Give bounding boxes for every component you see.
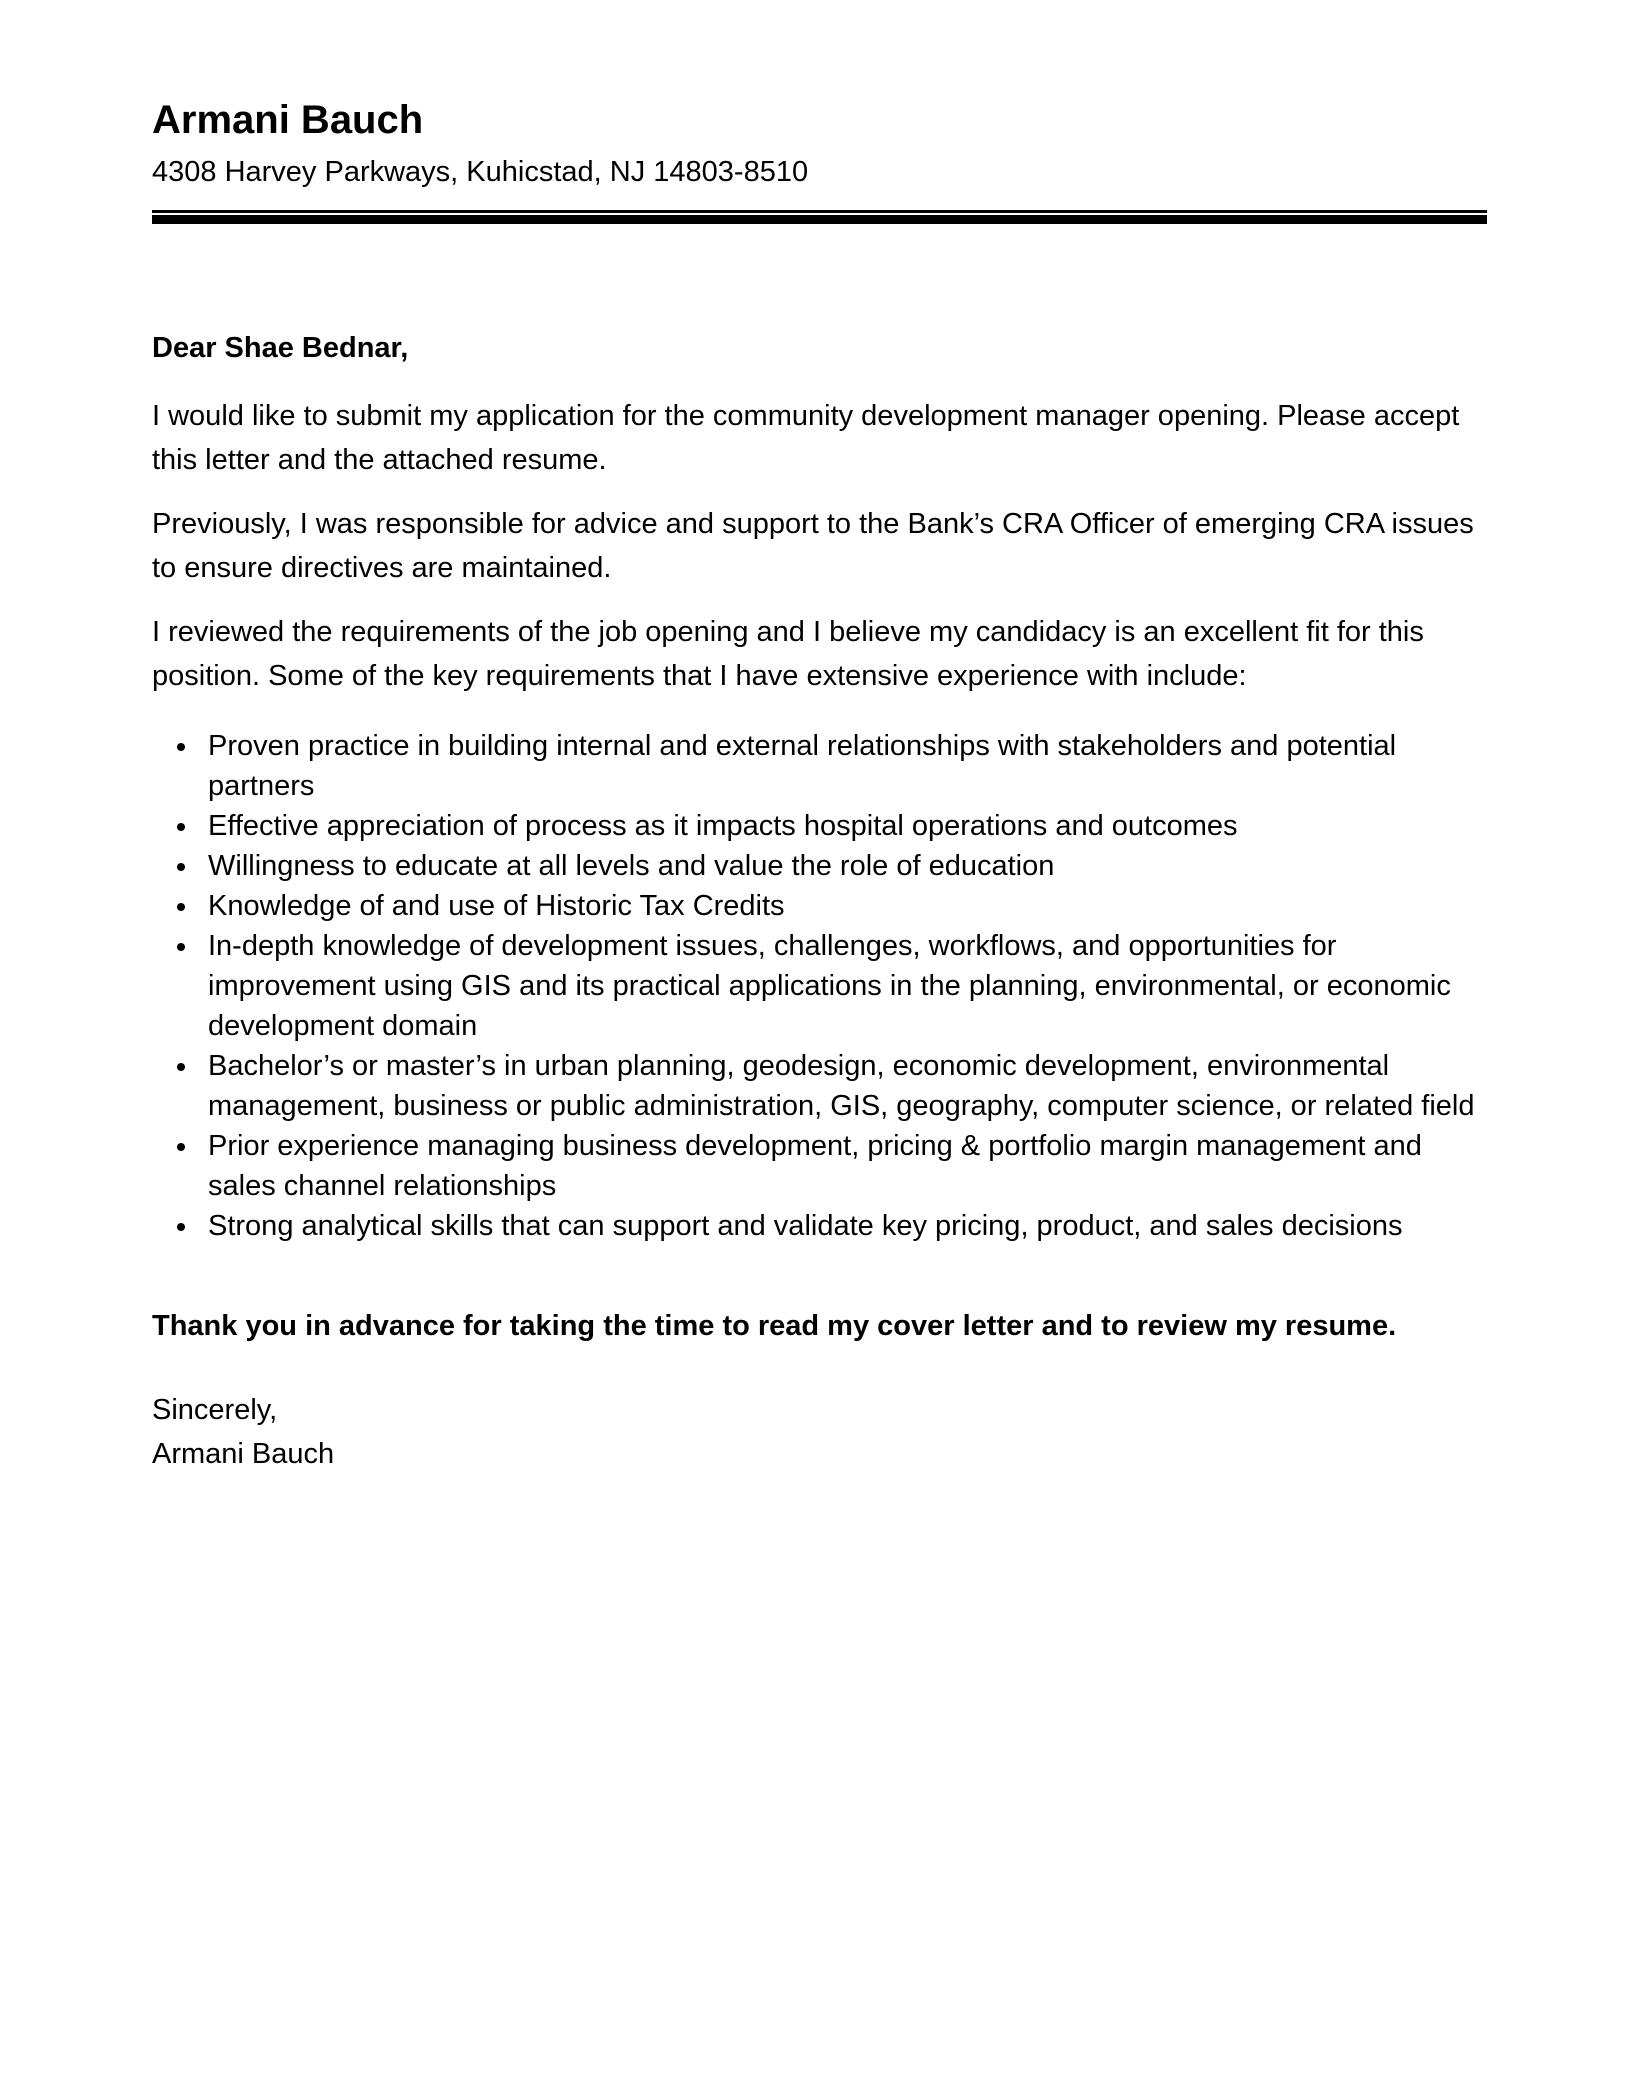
list-item: • Strong analytical skills that can support and validate key pricing, product, and sales decisions [200, 1206, 1487, 1246]
sign-off: Sincerely, [152, 1393, 278, 1426]
paragraph-previous-role: Previously, I was responsible for advice and support to the Bank’s CRA Officer of emerging CRA issues to ensure directives are maintained. [152, 507, 1474, 584]
list-item: • In-depth knowledge of development issues, challenges, workflows, and opportunities for improvement using GIS and its practical applications in the planning, environmental, or economic development domain [200, 926, 1487, 1046]
sender-address: 4308 Harvey Parkways, Kuhicstad, NJ 14803-8510 [152, 156, 809, 188]
requirements-list [152, 726, 1487, 1246]
signature-block [152, 1388, 1487, 1476]
signature-name: Armani Bauch [152, 1437, 335, 1470]
list-item: • Prior experience managing business development, pricing & portfolio margin management and sales channel relationships [200, 1126, 1487, 1206]
paragraph-intro: I would like to submit my application for the community development manager opening. Please accept this letter and the attached resume. [152, 399, 1460, 476]
sender-name: Armani Bauch [152, 98, 424, 142]
list-item: • Proven practice in building internal and external relationships with stakeholders and potential partners [200, 726, 1487, 806]
list-item: • Bachelor’s or master’s in urban planning, geodesign, economic development, environmental management, business or public administration, GIS, geography, computer science, or related field [200, 1046, 1487, 1126]
closing-statement: Thank you in advance for taking the time to read my cover letter and to review my resume. [152, 1309, 1397, 1342]
list-item: • Effective appreciation of process as it impacts hospital operations and outcomes [200, 806, 1487, 846]
header-divider-rule [152, 210, 1487, 224]
letter-body [152, 326, 1487, 1476]
list-item: • Knowledge of and use of Historic Tax Credits [200, 886, 1487, 926]
list-item: • Willingness to educate at all levels and value the role of education [200, 846, 1487, 886]
paragraph-requirements-lead: I reviewed the requirements of the job opening and I believe my candidacy is an excellent fit for this position. Some of the key requirements that I have extensive experience with include: [152, 615, 1424, 692]
salutation: Dear Shae Bednar, [152, 331, 409, 364]
